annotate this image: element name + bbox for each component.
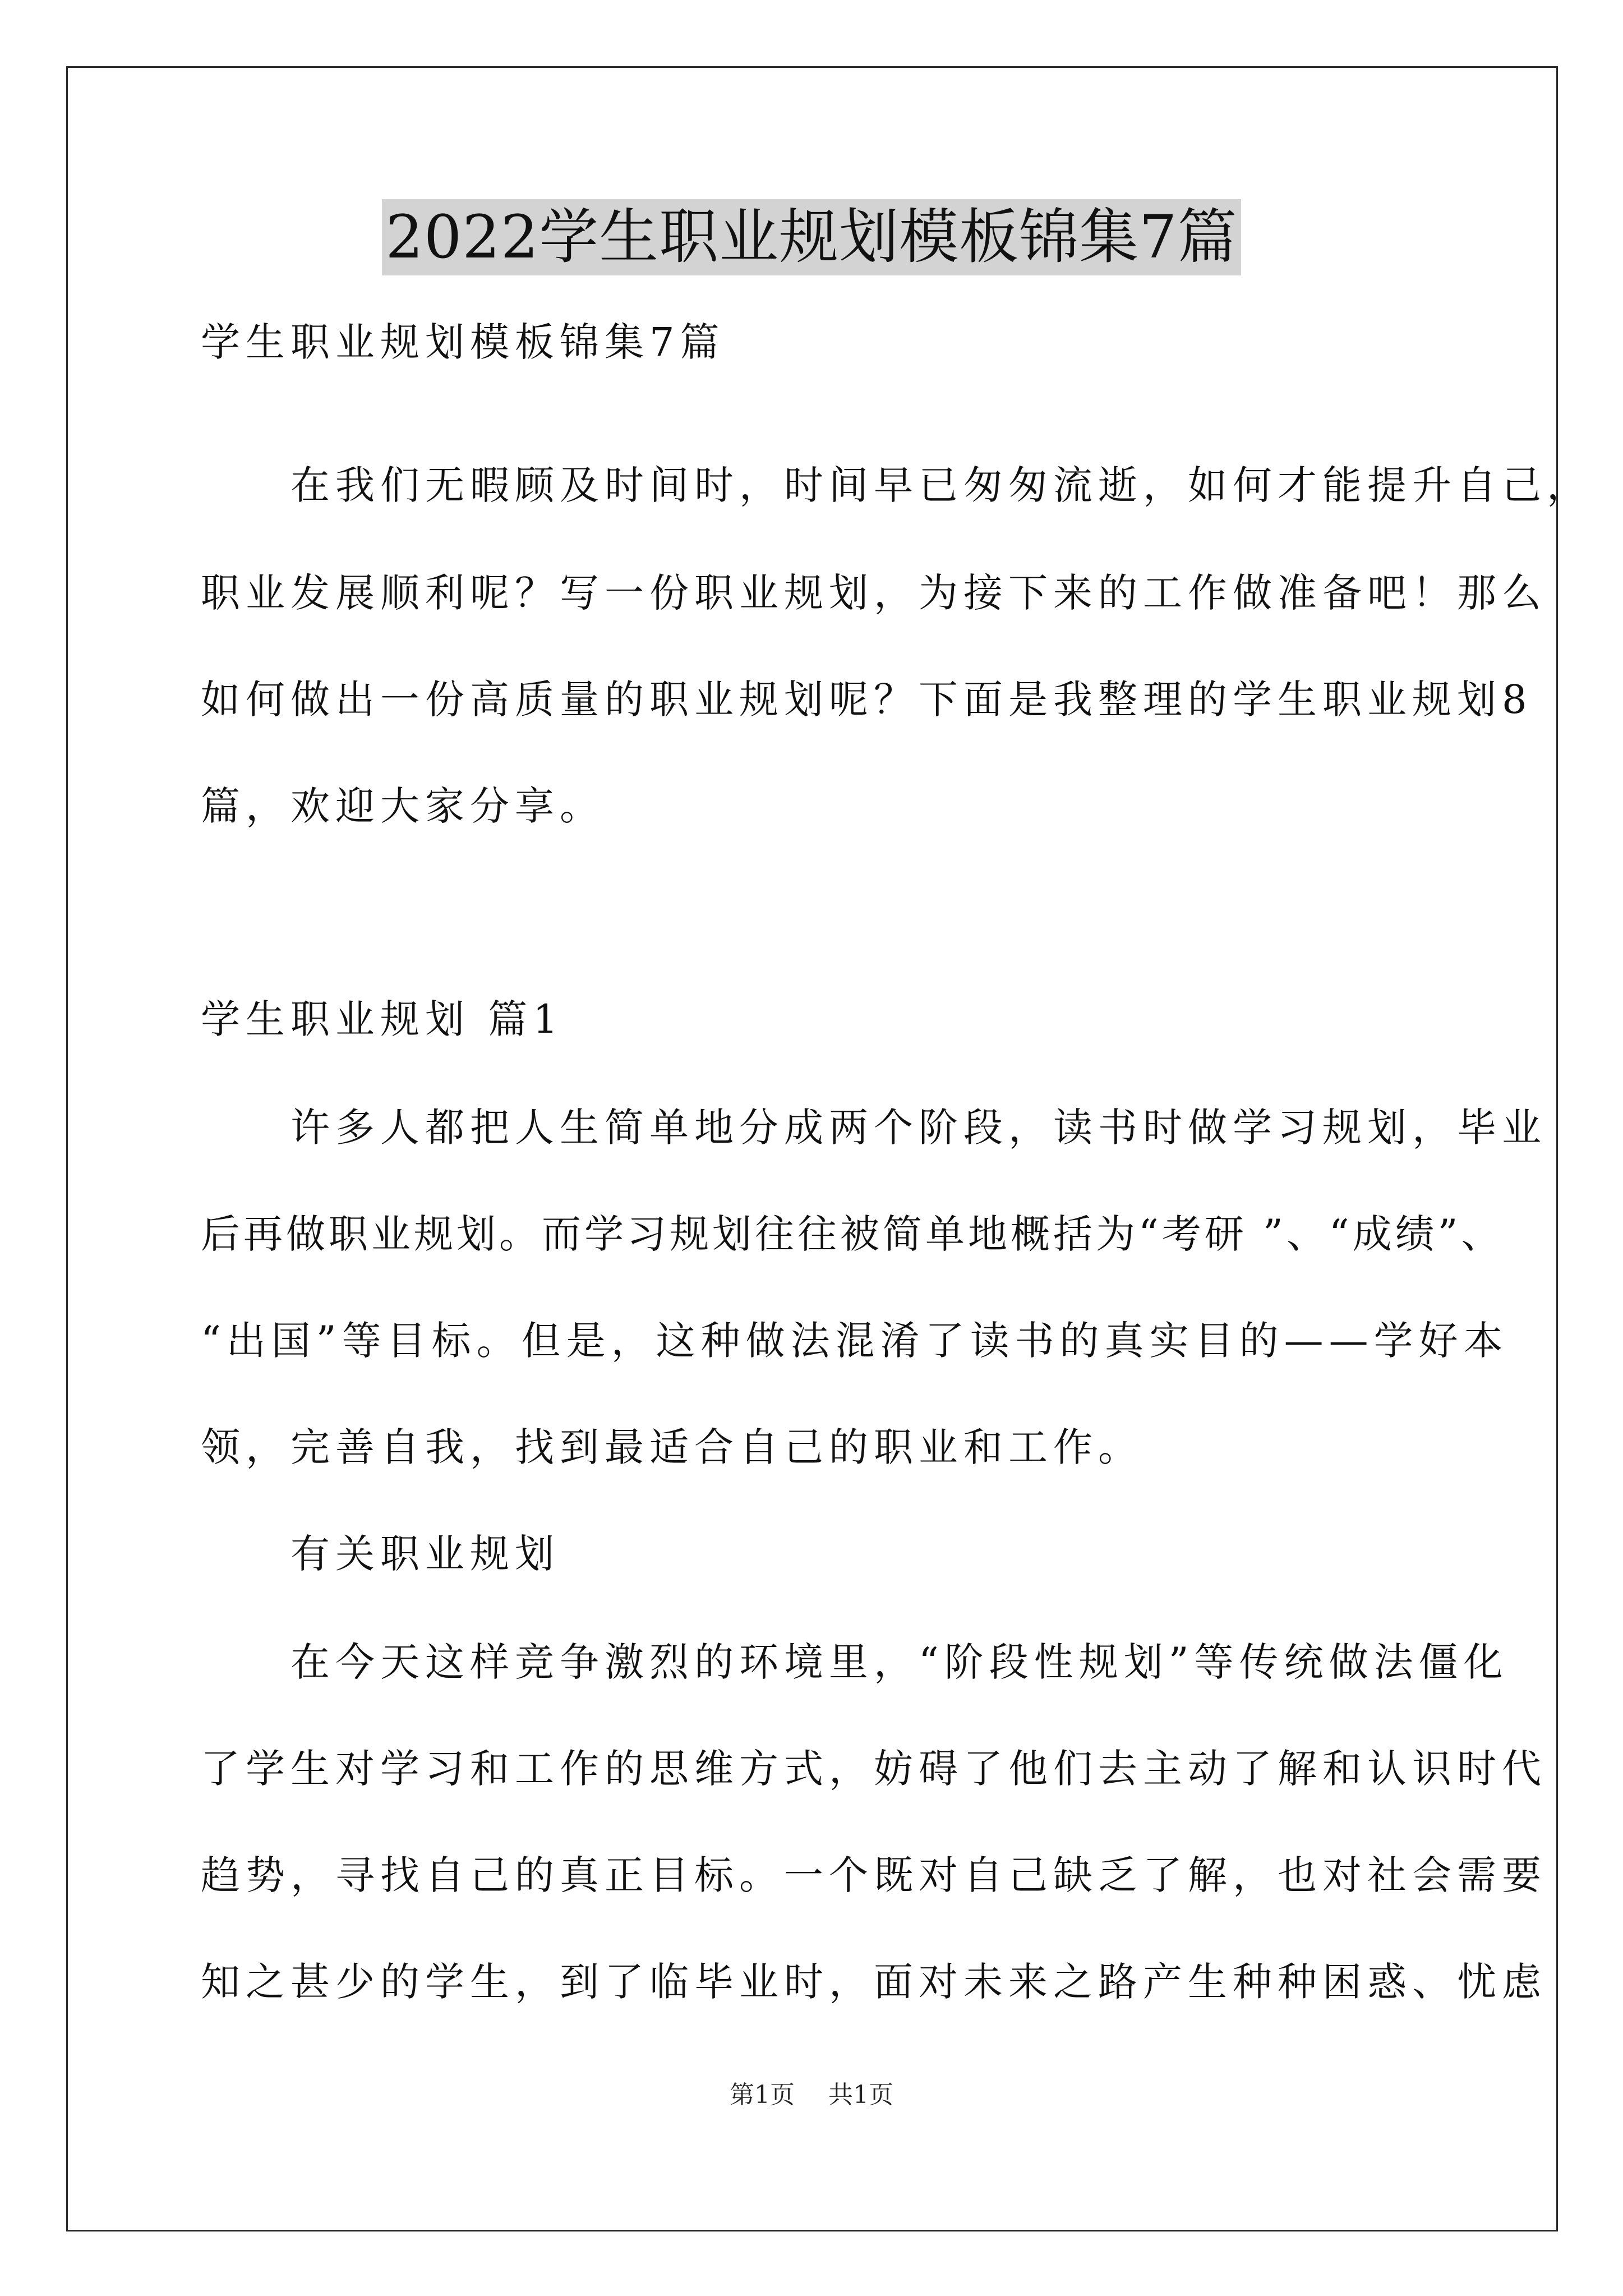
subtitle-line: 学生职业规划模板锦集7篇 <box>201 319 725 365</box>
body-line: 在今天这样竞争激烈的环境里，“阶段性规划”等传统做法僵化 <box>201 1639 1509 1685</box>
body-line: 趋势，寻找自己的真正目标。一个既对自己缺乏了解，也对社会需要 <box>201 1852 1547 1898</box>
page-footer <box>0 2078 1623 2112</box>
body-line: 了学生对学习和工作的思维方式，妨碍了他们去主动了解和认识时代 <box>201 1746 1547 1792</box>
body-line: 领，完善自我，找到最适合自己的职业和工作。 <box>201 1424 1143 1470</box>
body-line: 如何做出一份高质量的职业规划呢？下面是我整理的学生职业规划8 <box>201 677 1533 723</box>
body-line: 知之甚少的学生，到了临毕业时，面对未来之路产生种种困惑、忧虑 <box>201 1959 1547 2005</box>
body-line: 许多人都把人生简单地分成两个阶段，读书时做学习规划，毕业 <box>201 1105 1547 1151</box>
subheading-line: 有关职业规划 <box>201 1531 560 1577</box>
page-number-current: 第1页 <box>730 2081 795 2109</box>
page-number-total: 共1页 <box>828 2081 893 2109</box>
body-line: “出国”等目标。但是，这种做法混淆了读书的真实目的——学好本 <box>201 1318 1509 1364</box>
section-heading: 学生职业规划 篇1 <box>201 996 564 1042</box>
body-line: 篇，欢迎大家分享。 <box>201 783 605 829</box>
title-container <box>0 199 1623 275</box>
body-line: 在我们无暇顾及时间时，时间早已匆匆流逝，如何才能提升自己， <box>201 462 1592 508</box>
body-line: 职业发展顺利呢？写一份职业规划，为接下来的工作做准备吧！那么 <box>201 570 1547 616</box>
body-line: 后再做职业规划。而学习规划往往被简单地概括为“考研 ”、“成绩”、 <box>201 1211 1504 1257</box>
document-title: 2022学生职业规划模板锦集7篇 <box>382 199 1241 275</box>
